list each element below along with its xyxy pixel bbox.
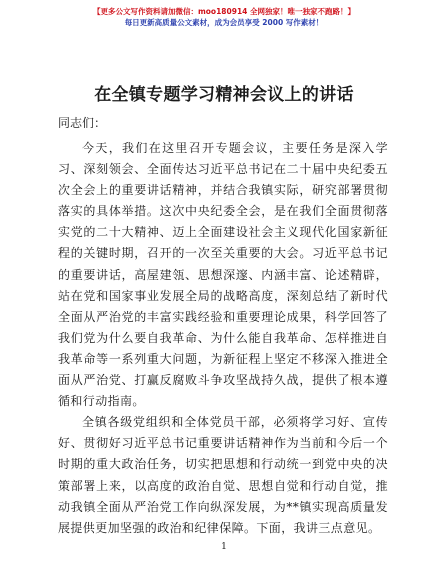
document-title: 在全镇专题学习精神会议上的讲话 [94, 85, 354, 105]
body-paragraph-1: 今天，我们在这里召开专题会议，主要任务是深入学习、深刻领会、全面传达习近平总书记在二十届中央纪委五次全会上的重要讲话精神，并结合我镇实际，研究部署贯彻落实的具体举措。这次中央纪委全会，是在我们全面贯彻落实党的二十大精神、迈上全面建设社会主义现代化国家新征程的关键时期，召开的一次至关重要的大会。习近平总书记的重要讲话，高屋建瓴、思想深邃、内涵丰富、论述精辟，站在党和国家事业发展全局的战略高度，深刻总结了新时代全面从严治党的丰富实践经验和重要理论成果，科学回答了我们党为什么要自我革命、为什么能自我革命、怎样推进自我革命等一系列重大问题，为新征程上坚定不移深入推进全面从严治党、打赢反腐败斗争攻坚战持久战，提供了根本遵循和行动指南。 [58, 141, 388, 409]
promo-header-line-2: 每日更新高质量公文素材，成为会员享受 2000 写作素材！ [124, 18, 324, 27]
page-number: 1 [221, 542, 227, 552]
body-paragraph-2: 全镇各级党组织和全体党员干部，必须将学习好、宣传好、贯彻好习近平总书记重要讲话精神作为当前和今后一个时期的重大政治任务，切实把思想和行动统一到党中央的决策部署上来，以高度的政治自觉、思想自觉和行动自觉，推动我镇全面从严治党工作向纵深发展，为**镇实现高质量发展提供更加坚强的政治和纪律保障。下面，我讲三点意见。 [58, 415, 388, 535]
document-body [58, 138, 388, 539]
promo-header-line-1: 【更多公文写作资料请加微信：moo180914 全网独家！唯一独家不跑路！】 [92, 7, 356, 16]
promo-header [0, 6, 448, 28]
salutation: 同志们： [58, 116, 107, 130]
